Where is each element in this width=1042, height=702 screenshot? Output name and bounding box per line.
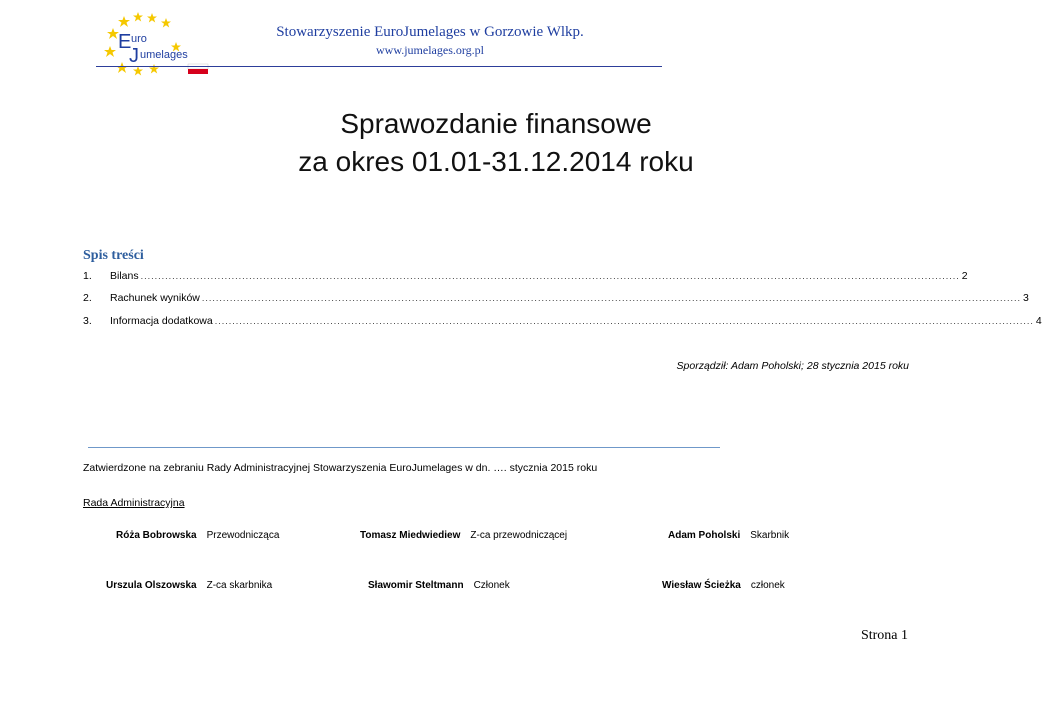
member-role: Przewodnicząca bbox=[206, 530, 280, 541]
board-member bbox=[360, 530, 567, 541]
logo-letter-j: J bbox=[129, 45, 139, 67]
member-name: Tomasz Miedwiediew bbox=[360, 530, 461, 541]
toc-item-text[interactable]: Bilans bbox=[110, 270, 139, 282]
approval-statement: Zatwierdzone na zebraniu Rady Administracyjnej Stowarzyszenia EuroJumelages w dn. …. stycznia 2015 roku bbox=[83, 462, 598, 474]
board-member bbox=[106, 580, 272, 591]
member-role: Z-ca skarbnika bbox=[206, 580, 273, 591]
toc-item-page: 2 bbox=[961, 270, 968, 282]
toc-item-number: 1. bbox=[83, 270, 92, 282]
board-heading: Rada Administracyjna bbox=[83, 497, 185, 509]
board-member bbox=[668, 530, 789, 541]
prepared-by-note: Sporządził: Adam Poholski; 28 stycznia 2015 roku bbox=[676, 360, 909, 372]
document-title: Sprawozdanie finansowe bbox=[340, 108, 652, 139]
member-role: Członek bbox=[473, 580, 510, 591]
board-member bbox=[662, 580, 785, 591]
flag-red-stripe bbox=[188, 69, 208, 74]
member-name: Urszula Olszowska bbox=[106, 580, 197, 591]
logo-letter-e: E bbox=[118, 31, 132, 53]
toc-item-text[interactable]: Informacja dodatkowa bbox=[110, 315, 213, 327]
header-divider bbox=[96, 66, 662, 67]
toc-leader-dots: .......................................................................................................................................................................................................................................... bbox=[214, 316, 1034, 326]
toc-leader-dots: .......................................................................................................................................................................................................................................... bbox=[140, 271, 960, 281]
toc-item-page: 4 bbox=[1035, 315, 1042, 327]
member-name: Wiesław Ścieżka bbox=[662, 580, 741, 591]
toc-item[interactable] bbox=[83, 270, 968, 286]
toc-item[interactable] bbox=[83, 315, 1042, 331]
approval-divider bbox=[88, 447, 720, 448]
organization-url: www.jumelages.org.pl bbox=[376, 43, 484, 57]
document-subtitle: za okres 01.01-31.12.2014 roku bbox=[298, 146, 694, 177]
toc-item-text[interactable]: Rachunek wyników bbox=[110, 292, 200, 304]
eurojumelages-logo bbox=[96, 10, 216, 78]
board-member bbox=[116, 530, 279, 541]
member-name: Róża Bobrowska bbox=[116, 530, 197, 541]
member-role: Z-ca przewodniczącej bbox=[470, 530, 568, 541]
member-name: Adam Poholski bbox=[668, 530, 741, 541]
member-role: członek bbox=[750, 580, 785, 591]
page-number: Strona 1 bbox=[860, 628, 908, 643]
member-name: Sławomir Steltmann bbox=[368, 580, 464, 591]
toc-item[interactable] bbox=[83, 292, 1029, 308]
toc-item-number: 3. bbox=[83, 315, 92, 327]
logo-text-bottom: umelages bbox=[140, 49, 188, 61]
toc-leader-dots: .......................................................................................................................................................................................................................................... bbox=[201, 293, 1022, 303]
toc-item-page: 3 bbox=[1023, 292, 1029, 304]
board-member bbox=[368, 580, 510, 591]
logo-text-top: uro bbox=[131, 33, 147, 45]
toc-item-number: 2. bbox=[83, 292, 92, 304]
logo-graphic bbox=[96, 10, 216, 78]
member-role: Skarbnik bbox=[750, 530, 790, 541]
toc-heading: Spis treści bbox=[83, 248, 144, 263]
organization-name: Stowarzyszenie EuroJumelages w Gorzowie Wlkp. bbox=[276, 24, 584, 40]
